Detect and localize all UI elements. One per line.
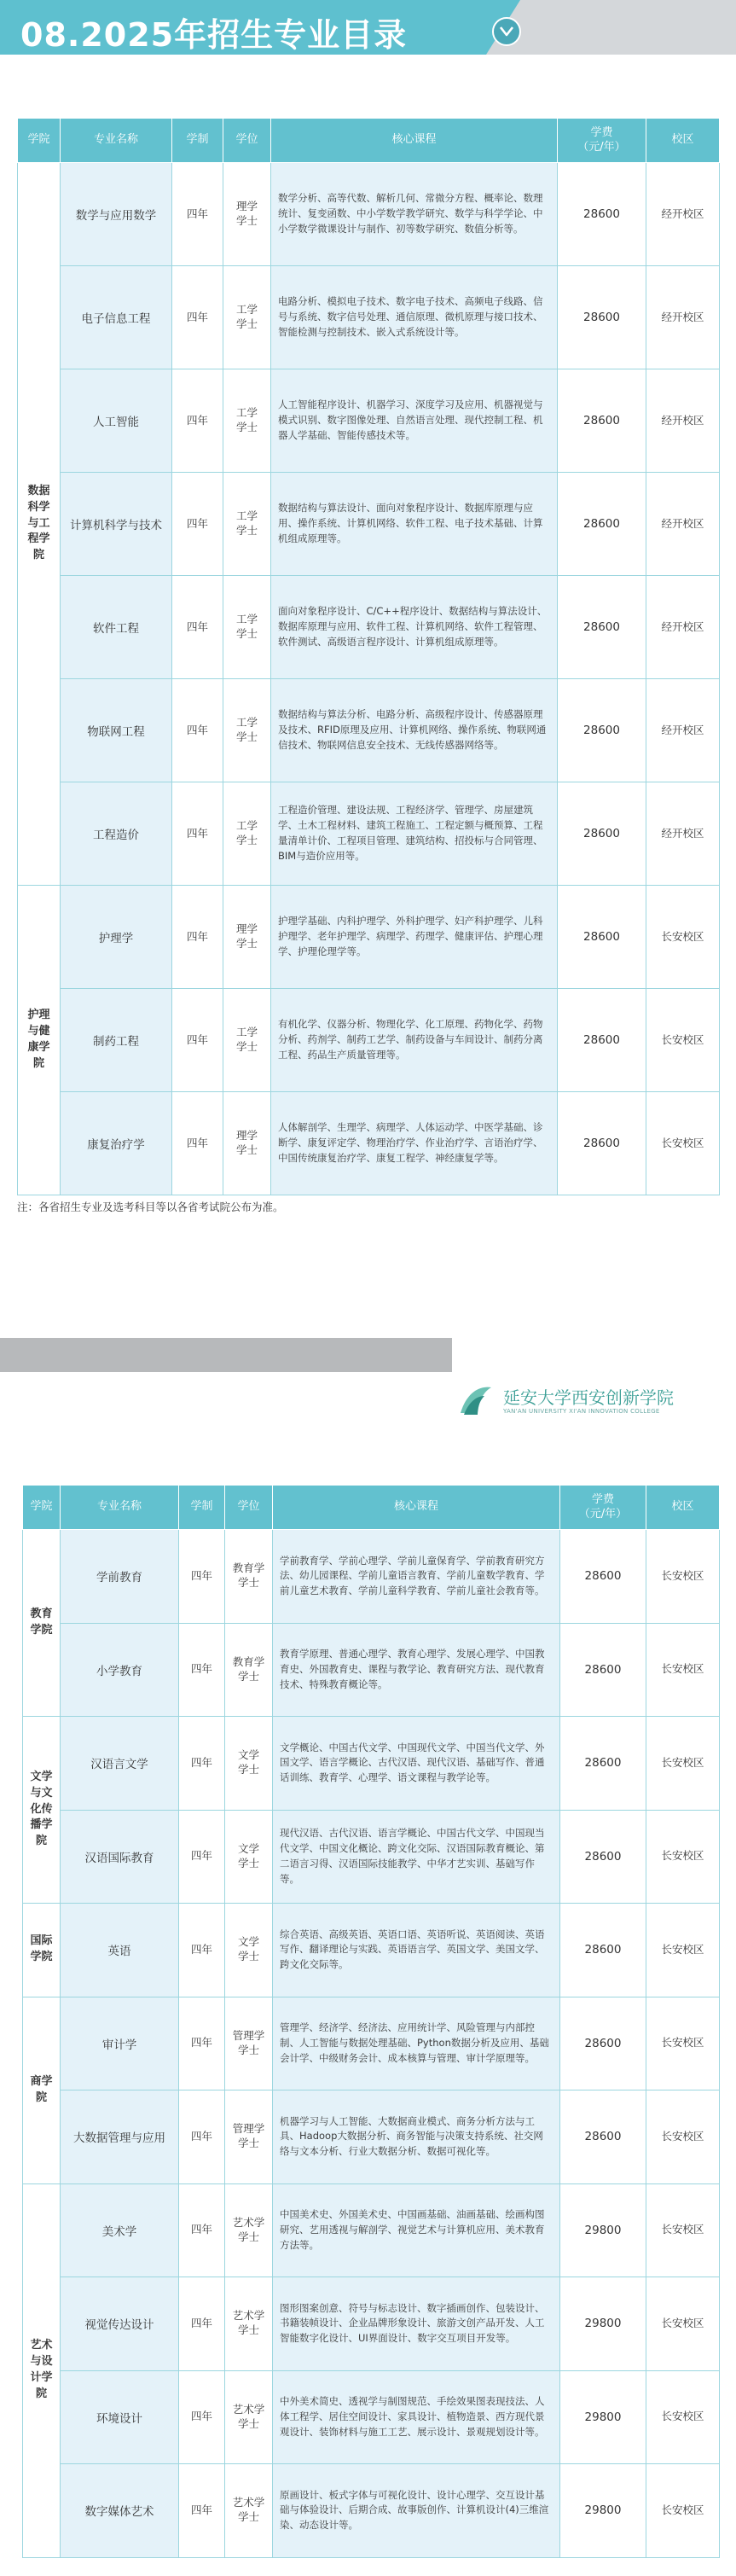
courses-cell: 教育学原理、普通心理学、教育心理学、发展心理学、中国教育史、外国教育史、课程与教学论、教育研究方法、现代教育技术、特殊教育概论等。 bbox=[273, 1623, 560, 1717]
table-row bbox=[23, 1530, 720, 1624]
major-name-cell: 康复治疗学 bbox=[61, 1092, 172, 1195]
degree-cell: 艺术学 学士 bbox=[225, 2277, 273, 2371]
header-years: 学制 bbox=[172, 119, 223, 163]
major-name-cell: 数学与应用数学 bbox=[61, 163, 172, 266]
table-row bbox=[23, 1810, 720, 1904]
degree-cell: 工学 学士 bbox=[223, 266, 271, 369]
footnote: 注：各省招生专业及选考科目等以各省考试院公布为准。 bbox=[17, 1201, 284, 1213]
years-cell: 四年 bbox=[179, 2183, 225, 2277]
campus-cell: 长安校区 bbox=[646, 1530, 720, 1624]
degree-cell: 工学 学士 bbox=[223, 369, 271, 473]
major-name-cell: 审计学 bbox=[61, 1997, 179, 2090]
campus-cell: 长安校区 bbox=[646, 2277, 720, 2371]
courses-cell: 电路分析、模拟电子技术、数字电子技术、高频电子线路、信号与系统、数字信号处理、通信原理、微机原理与接口技术、智能检测与控制技术、嵌入式系统设计等。 bbox=[271, 266, 558, 369]
tuition-cell: 29800 bbox=[560, 2277, 646, 2371]
campus-cell: 长安校区 bbox=[646, 1810, 720, 1904]
degree-cell: 教育学 学士 bbox=[225, 1623, 273, 1717]
header-campus: 校区 bbox=[646, 1486, 720, 1530]
major-name-cell: 视觉传达设计 bbox=[61, 2277, 179, 2371]
courses-cell: 数学分析、高等代数、解析几何、常微分方程、概率论、数理统计、复变函数、中小学数学教学研究、数学与科学学论、中小学数学微课设计与制作、初等数学研究、数值分析等。 bbox=[271, 163, 558, 266]
major-name-cell: 软件工程 bbox=[61, 576, 172, 679]
major-name-cell: 护理学 bbox=[61, 886, 172, 989]
years-cell: 四年 bbox=[179, 2370, 225, 2464]
table-row bbox=[18, 369, 720, 473]
campus-cell: 长安校区 bbox=[646, 2464, 720, 2558]
degree-cell: 文学 学士 bbox=[225, 1717, 273, 1811]
major-name-cell: 物联网工程 bbox=[61, 679, 172, 782]
years-cell: 四年 bbox=[179, 1904, 225, 1997]
years-cell: 四年 bbox=[172, 679, 223, 782]
major-name-cell: 大数据管理与应用 bbox=[61, 2090, 179, 2184]
degree-cell: 工学 学士 bbox=[223, 473, 271, 576]
college-logo-english: YAN'AN UNIVERSITY XI'AN INNOVATION COLLEGE bbox=[503, 1408, 660, 1415]
tuition-cell: 28600 bbox=[558, 576, 646, 679]
header-degree: 学位 bbox=[225, 1486, 273, 1530]
years-cell: 四年 bbox=[172, 782, 223, 886]
courses-cell: 原画设计、板式字体与可视化设计、设计心理学、交互设计基础与体验设计、后期合成、故事版创作、计算机设计(4)三维渲染、动态设计等。 bbox=[273, 2464, 560, 2558]
degree-cell: 工学 学士 bbox=[223, 782, 271, 886]
campus-cell: 经开校区 bbox=[646, 163, 720, 266]
courses-cell: 人体解剖学、生理学、病理学、人体运动学、中医学基础、诊断学、康复评定学、物理治疗学、作业治疗学、言语治疗学、中国传统康复治疗学、康复工程学、神经康复学等。 bbox=[271, 1092, 558, 1195]
college-cell: 文学 与文 化传 播学 院 bbox=[23, 1717, 61, 1904]
years-cell: 四年 bbox=[172, 886, 223, 989]
table-row bbox=[18, 473, 720, 576]
tuition-cell: 28600 bbox=[558, 782, 646, 886]
courses-cell: 中外美术简史、透视学与制图规范、手绘效果图表现技法、人体工程学、居住空间设计、家具设计、植物造景、西方现代景观设计、装饰材料与施工工艺、展示设计、景观规划设计等。 bbox=[273, 2370, 560, 2464]
campus-cell: 长安校区 bbox=[646, 1997, 720, 2090]
campus-cell: 长安校区 bbox=[646, 1904, 720, 1997]
years-cell: 四年 bbox=[172, 473, 223, 576]
years-cell: 四年 bbox=[179, 1530, 225, 1624]
campus-cell: 长安校区 bbox=[646, 2183, 720, 2277]
header-campus: 校区 bbox=[646, 119, 720, 163]
table-row bbox=[23, 1623, 720, 1717]
degree-cell: 工学 学士 bbox=[223, 989, 271, 1092]
degree-cell: 教育学 学士 bbox=[225, 1530, 273, 1624]
courses-cell: 图形图案创意、符号与标志设计、数字插画创作、包装设计、书籍装帧设计、企业品牌形象设计、旅游文创产品开发、人工智能数字化设计、UI界面设计、数字交互项目开发等。 bbox=[273, 2277, 560, 2371]
table-row bbox=[18, 266, 720, 369]
major-name-cell: 电子信息工程 bbox=[61, 266, 172, 369]
years-cell: 四年 bbox=[179, 1717, 225, 1811]
section-divider-bar bbox=[0, 1338, 452, 1372]
major-name-cell: 环境设计 bbox=[61, 2370, 179, 2464]
tuition-cell: 28600 bbox=[560, 2090, 646, 2184]
major-name-cell: 美术学 bbox=[61, 2183, 179, 2277]
courses-cell: 数据结构与算法分析、电路分析、高级程序设计、传感器原理及技术、RFID原理及应用、计算机网络、操作系统、物联网通信技术、物联网信息安全技术、无线传感器网络等。 bbox=[271, 679, 558, 782]
campus-cell: 经开校区 bbox=[646, 576, 720, 679]
page-title: 08.2025年招生专业目录 bbox=[20, 16, 408, 54]
college-logo-name: 延安大学西安创新学院 bbox=[503, 1387, 674, 1408]
table-header-row bbox=[18, 119, 720, 163]
courses-cell: 机器学习与人工智能、大数据商业模式、商务分析方法与工具、Hadoop大数据分析、商务智能与决策支持系统、社交网络与文本分析、行业大数据分析、数据可视化等。 bbox=[273, 2090, 560, 2184]
tuition-cell: 28600 bbox=[560, 1810, 646, 1904]
table-row bbox=[18, 782, 720, 886]
courses-cell: 面向对象程序设计、C/C++程序设计、数据结构与算法设计、数据库原理与应用、软件工程、计算机网络、软件工程管理、软件测试、高级语言程序设计、计算机组成原理等。 bbox=[271, 576, 558, 679]
degree-cell: 艺术学 学士 bbox=[225, 2183, 273, 2277]
tuition-cell: 29800 bbox=[560, 2370, 646, 2464]
table-row bbox=[23, 2370, 720, 2464]
degree-cell: 艺术学 学士 bbox=[225, 2464, 273, 2558]
tuition-cell: 28600 bbox=[560, 1997, 646, 2090]
tuition-cell: 28600 bbox=[558, 163, 646, 266]
courses-cell: 数据结构与算法设计、面向对象程序设计、数据库原理与应用、操作系统、计算机网络、软件工程、电子技术基础、计算机组成原理等。 bbox=[271, 473, 558, 576]
table-row bbox=[18, 576, 720, 679]
courses-cell: 有机化学、仪器分析、物理化学、化工原理、药物化学、药物分析、药剂学、制药工艺学、制药设备与车间设计、制药分离工程、药品生产质量管理等。 bbox=[271, 989, 558, 1092]
degree-cell: 管理学 学士 bbox=[225, 2090, 273, 2184]
table-row bbox=[23, 1997, 720, 2090]
table-header-row bbox=[23, 1486, 720, 1530]
header-college: 学院 bbox=[18, 119, 61, 163]
chevron-down-icon[interactable] bbox=[492, 17, 521, 46]
degree-cell: 理学 学士 bbox=[223, 163, 271, 266]
campus-cell: 长安校区 bbox=[646, 1717, 720, 1811]
header-fee: 学费 （元/年） bbox=[560, 1486, 646, 1530]
college-cell: 艺术 与设 计学 院 bbox=[23, 2183, 61, 2557]
years-cell: 四年 bbox=[179, 2090, 225, 2184]
degree-cell: 工学 学士 bbox=[223, 576, 271, 679]
table-row bbox=[18, 1092, 720, 1195]
tuition-cell: 28600 bbox=[558, 369, 646, 473]
college-cell: 数据 科学 与工 程学 院 bbox=[18, 163, 61, 886]
tuition-cell: 28600 bbox=[558, 473, 646, 576]
college-cell: 教育 学院 bbox=[23, 1530, 61, 1717]
years-cell: 四年 bbox=[179, 1810, 225, 1904]
tuition-cell: 28600 bbox=[560, 1530, 646, 1624]
major-name-cell: 英语 bbox=[61, 1904, 179, 1997]
degree-cell: 文学 学士 bbox=[225, 1904, 273, 1997]
degree-cell: 艺术学 学士 bbox=[225, 2370, 273, 2464]
tuition-cell: 28600 bbox=[560, 1623, 646, 1717]
tuition-cell: 28600 bbox=[558, 679, 646, 782]
campus-cell: 长安校区 bbox=[646, 989, 720, 1092]
tuition-cell: 28600 bbox=[558, 886, 646, 989]
tuition-cell: 28600 bbox=[558, 266, 646, 369]
years-cell: 四年 bbox=[172, 163, 223, 266]
campus-cell: 经开校区 bbox=[646, 679, 720, 782]
courses-cell: 综合英语、高级英语、英语口语、英语听说、英语阅读、英语写作、翻译理论与实践、英语语言学、英国文学、美国文学、跨文化交际等。 bbox=[273, 1904, 560, 1997]
table-row bbox=[18, 163, 720, 266]
table-row bbox=[18, 679, 720, 782]
tuition-cell: 29800 bbox=[560, 2464, 646, 2558]
years-cell: 四年 bbox=[179, 2464, 225, 2558]
table-row bbox=[18, 886, 720, 989]
campus-cell: 经开校区 bbox=[646, 782, 720, 886]
college-cell: 国际 学院 bbox=[23, 1904, 61, 1997]
major-name-cell: 小学教育 bbox=[61, 1623, 179, 1717]
table-row bbox=[23, 2090, 720, 2184]
header-major: 专业名称 bbox=[61, 1486, 179, 1530]
major-name-cell: 制药工程 bbox=[61, 989, 172, 1092]
header-fee: 学费 （元/年） bbox=[558, 119, 646, 163]
years-cell: 四年 bbox=[172, 369, 223, 473]
years-cell: 四年 bbox=[179, 1997, 225, 2090]
major-name-cell: 汉语言文学 bbox=[61, 1717, 179, 1811]
campus-cell: 经开校区 bbox=[646, 473, 720, 576]
major-name-cell: 学前教育 bbox=[61, 1530, 179, 1624]
table-row bbox=[23, 1904, 720, 1997]
enrollment-table-1 bbox=[17, 118, 720, 1195]
campus-cell: 长安校区 bbox=[646, 2090, 720, 2184]
degree-cell: 理学 学士 bbox=[223, 1092, 271, 1195]
degree-cell: 工学 学士 bbox=[223, 679, 271, 782]
college-cell: 护理 与健 康学 院 bbox=[18, 886, 61, 1195]
courses-cell: 护理学基础、内科护理学、外科护理学、妇产科护理学、儿科护理学、老年护理学、病理学、药理学、健康评估、护理心理学、护理伦理学等。 bbox=[271, 886, 558, 989]
major-name-cell: 数字媒体艺术 bbox=[61, 2464, 179, 2558]
courses-cell: 学前教育学、学前心理学、学前儿童保育学、学前教育研究方法、幼儿园课程、学前儿童语言教育、学前儿童数学教育、学前儿童艺术教育、学前儿童科学教育、学前儿童社会教育等。 bbox=[273, 1530, 560, 1624]
tuition-cell: 29800 bbox=[560, 2183, 646, 2277]
campus-cell: 经开校区 bbox=[646, 266, 720, 369]
table-row bbox=[23, 2464, 720, 2558]
courses-cell: 管理学、经济学、经济法、应用统计学、风险管理与内部控制、人工智能与数据处理基础、Python数据分析及应用、基础会计学、中级财务会计、成本核算与管理、审计学原理等。 bbox=[273, 1997, 560, 2090]
campus-cell: 长安校区 bbox=[646, 1092, 720, 1195]
years-cell: 四年 bbox=[172, 576, 223, 679]
major-name-cell: 工程造价 bbox=[61, 782, 172, 886]
table-row bbox=[23, 2277, 720, 2371]
header-college: 学院 bbox=[23, 1486, 61, 1530]
campus-cell: 长安校区 bbox=[646, 2370, 720, 2464]
tuition-cell: 28600 bbox=[558, 1092, 646, 1195]
campus-cell: 经开校区 bbox=[646, 369, 720, 473]
table-row bbox=[23, 2183, 720, 2277]
courses-cell: 文学概论、中国古代文学、中国现代文学、中国当代文学、外国文学、语言学概论、古代汉语、现代汉语、基础写作、普通话训练、教育学、心理学、语文课程与教学论等。 bbox=[273, 1717, 560, 1811]
degree-cell: 理学 学士 bbox=[223, 886, 271, 989]
years-cell: 四年 bbox=[172, 989, 223, 1092]
degree-cell: 管理学 学士 bbox=[225, 1997, 273, 2090]
page-banner bbox=[0, 0, 736, 55]
header-degree: 学位 bbox=[223, 119, 271, 163]
enrollment-table-2 bbox=[22, 1485, 720, 2558]
courses-cell: 现代汉语、古代汉语、语言学概论、中国古代文学、中国现当代文学、中国文化概论、跨文化交际、汉语国际教育概论、第二语言习得、汉语国际技能教学、中华才艺实训、基础写作等。 bbox=[273, 1810, 560, 1904]
years-cell: 四年 bbox=[179, 2277, 225, 2371]
header-major: 专业名称 bbox=[61, 119, 172, 163]
years-cell: 四年 bbox=[179, 1623, 225, 1717]
campus-cell: 长安校区 bbox=[646, 886, 720, 989]
tuition-cell: 28600 bbox=[560, 1717, 646, 1811]
header-courses: 核心课程 bbox=[271, 119, 558, 163]
courses-cell: 人工智能程序设计、机器学习、深度学习及应用、机器视觉与模式识别、数字图像处理、自然语言处理、现代控制工程、机器人学基础、智能传感技术等。 bbox=[271, 369, 558, 473]
major-name-cell: 人工智能 bbox=[61, 369, 172, 473]
tuition-cell: 28600 bbox=[560, 1904, 646, 1997]
table-row bbox=[23, 1717, 720, 1811]
degree-cell: 文学 学士 bbox=[225, 1810, 273, 1904]
major-name-cell: 汉语国际教育 bbox=[61, 1810, 179, 1904]
years-cell: 四年 bbox=[172, 266, 223, 369]
courses-cell: 中国美术史、外国美术史、中国画基础、油画基础、绘画构图研究、艺用透视与解剖学、视觉艺术与计算机应用、美术教育方法等。 bbox=[273, 2183, 560, 2277]
campus-cell: 长安校区 bbox=[646, 1623, 720, 1717]
header-courses: 核心课程 bbox=[273, 1486, 560, 1530]
college-logo-icon bbox=[459, 1379, 493, 1422]
tuition-cell: 28600 bbox=[558, 989, 646, 1092]
table-row bbox=[18, 989, 720, 1092]
college-cell: 商学 院 bbox=[23, 1997, 61, 2183]
years-cell: 四年 bbox=[172, 1092, 223, 1195]
header-years: 学制 bbox=[179, 1486, 225, 1530]
courses-cell: 工程造价管理、建设法规、工程经济学、管理学、房屋建筑学、土木工程材料、建筑工程施工、工程定额与概预算、工程量清单计价、工程项目管理、建筑结构、招投标与合同管理、BIM与造价应用等。 bbox=[271, 782, 558, 886]
major-name-cell: 计算机科学与技术 bbox=[61, 473, 172, 576]
